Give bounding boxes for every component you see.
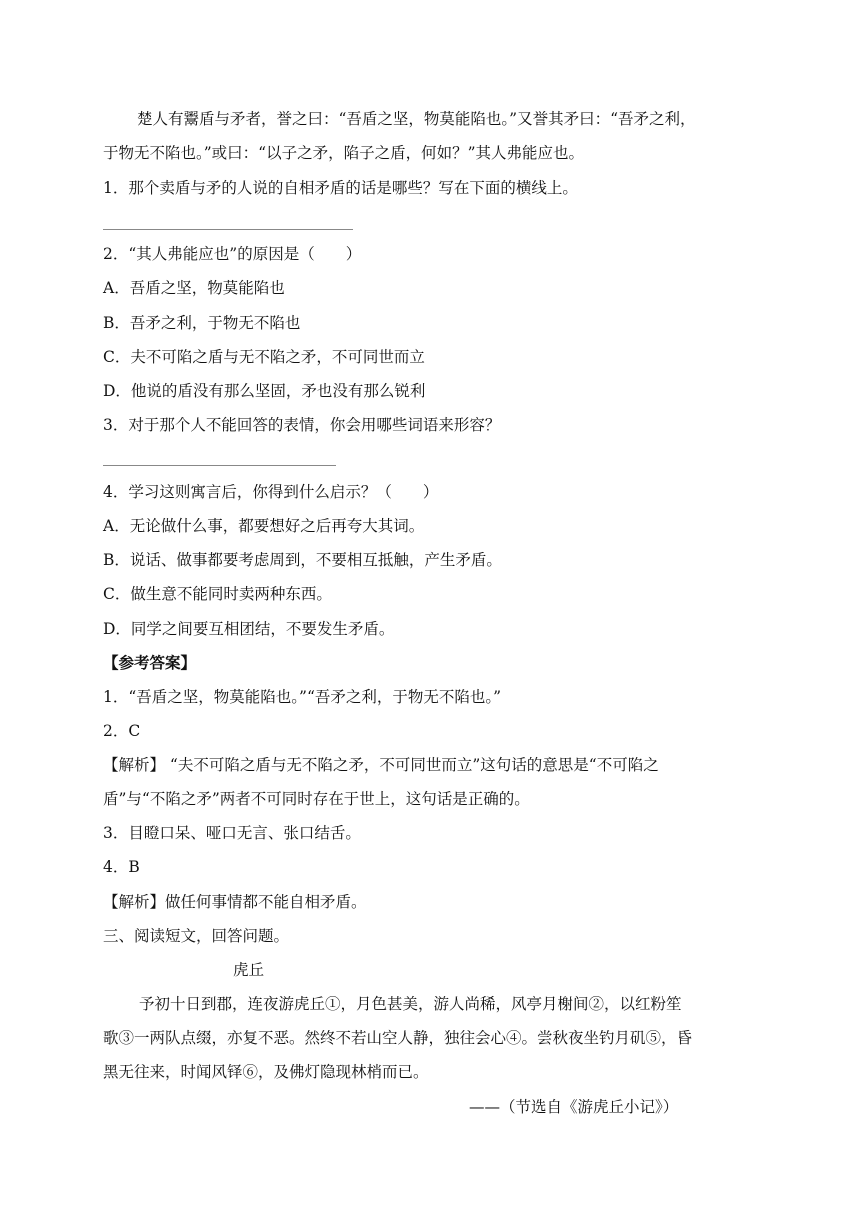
answers-heading: 【参考答案】 <box>103 653 197 672</box>
answer-2-explanation-line-2: 盾”与“不陷之矛”两者不可同时存在于世上，这句话是正确的。 <box>103 790 530 808</box>
question-4-option-c: C．做生意不能同时卖两种东西。 <box>103 585 332 603</box>
section-3-heading: 三、阅读短文，回答问题。 <box>103 927 290 945</box>
section-3-text-line-2: 歌③一两队点缀，亦复不恶。然终不若山空人静，独往会心④。尝秋夜坐钓月矶⑤，昏 <box>103 1029 693 1047</box>
section-3-text-line-3: 黑无往来，时闻风铎⑥，及佛灯隐现林梢而已。 <box>103 1063 429 1081</box>
passage-line-2: 于物无不陷也。”或曰：“以子之矛，陷子之盾，何如？”其人弗能应也。 <box>103 144 585 162</box>
passage-line-1: 楚人有鬻盾与矛者，誉之曰：“吾盾之坚，物莫能陷也。”又誉其矛曰：“吾矛之利， <box>137 110 696 128</box>
answer-line-1[interactable] <box>103 229 353 230</box>
question-2-option-b: B．吾矛之利，于物无不陷也 <box>103 314 301 332</box>
question-4-option-b: B．说话、做事都要考虑周到，不要相互抵触，产生矛盾。 <box>103 551 502 569</box>
question-4-stem: 4．学习这则寓言后，你得到什么启示？（ ） <box>103 483 439 501</box>
section-3-source: ——（节选自《游虎丘小记》） <box>469 1098 679 1116</box>
answer-line-3[interactable] <box>103 465 336 466</box>
question-2-option-c: C．夫不可陷之盾与无不陷之矛，不可同世而立 <box>103 348 425 366</box>
answer-4: 4．B <box>103 858 140 876</box>
question-3: 3．对于那个人不能回答的表情，你会用哪些词语来形容？ <box>103 416 501 434</box>
section-3-title: 虎丘 <box>233 961 265 979</box>
question-2-option-a: A．吾盾之坚，物莫能陷也 <box>103 279 285 297</box>
question-1: 1．那个卖盾与矛的人说的自相矛盾的话是哪些？写在下面的横线上。 <box>103 179 578 197</box>
answer-2: 2．C <box>103 722 141 740</box>
question-4-option-d: D．同学之间要互相团结，不要发生矛盾。 <box>103 620 395 638</box>
question-2-stem: 2．“其人弗能应也”的原因是（ ） <box>103 245 362 263</box>
answer-2-explanation-line-1: 【解析】 “夫不可陷之盾与无不陷之矛，不可同世而立”这句话的意思是“不可陷之 <box>103 756 659 774</box>
question-4-option-a: A．无论做什么事，都要想好之后再夸大其词。 <box>103 517 425 535</box>
question-2-option-d: D．他说的盾没有那么坚固，矛也没有那么锐利 <box>103 382 426 400</box>
answer-1: 1．“吾盾之坚，物莫能陷也。”“吾矛之利，于物无不陷也。” <box>103 688 502 706</box>
section-3-text-line-1: 予初十日到郡，连夜游虎丘①，月色甚美，游人尚稀，风亭月榭间②，以红粉笙 <box>139 995 682 1013</box>
answer-4-explanation: 【解析】做任何事情都不能自相矛盾。 <box>103 893 367 911</box>
answer-3: 3．目瞪口呆、哑口无言、张口结舌。 <box>103 824 361 842</box>
